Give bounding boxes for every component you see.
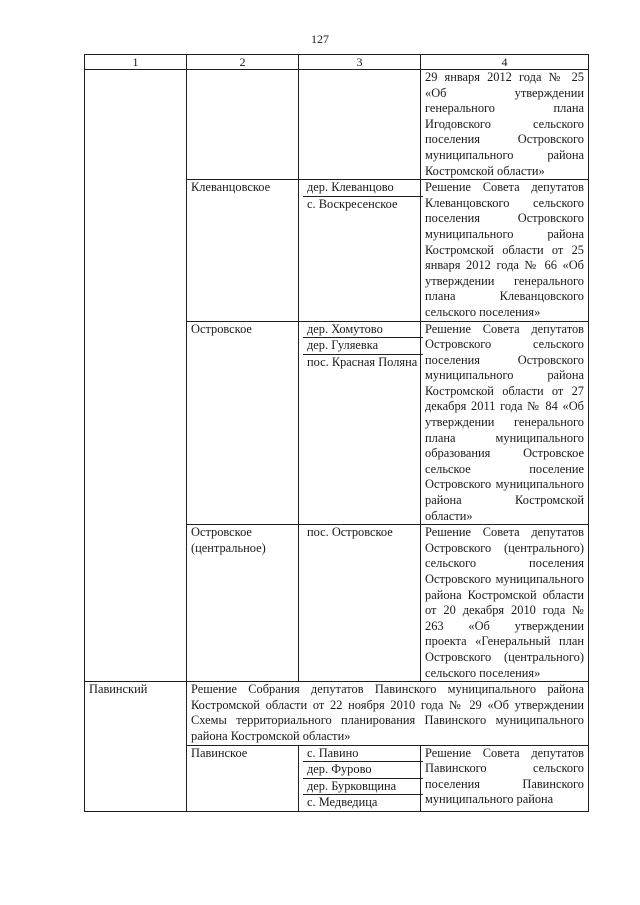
decision-cell: Решение Совета депутатов Павинского сельского поселения Павинского муниципального района bbox=[421, 745, 589, 811]
village-item: дер. Клеванцово bbox=[303, 180, 423, 197]
decision-cell: Решение Совета депутатов Островского (центрального) сельского поселения Островского муниципального района Костромской области от 20 декабря 2010 года № 263 «Об утверждении проекта «Генеральный план Островского (центрального) сельского поселения» bbox=[421, 525, 589, 682]
village-item: с. Воскресенское bbox=[307, 196, 398, 211]
settlement-cell: Клеванцовское bbox=[187, 180, 299, 321]
settlement-cell: Павинское bbox=[187, 745, 299, 811]
district-row bbox=[85, 682, 589, 745]
village-item: с. Медведица bbox=[307, 795, 378, 810]
settlement-cell: Островское (центральное) bbox=[187, 525, 299, 682]
villages-cell bbox=[299, 745, 421, 811]
district-cell: Павинский bbox=[85, 682, 187, 812]
decision-cell: 29 января 2012 года № 25 «Об утверждении генерального плана Игодовского сельского поселения Островского муниципального района Костромской области» bbox=[421, 70, 589, 180]
village-item: дер. Хомутово bbox=[303, 322, 423, 339]
decision-cell: Решение Совета депутатов Островского сельского поселения Островского муниципального района Костромской области от 27 декабря 2011 года № 84 «Об утверждении генерального плана муниципального образования Островское сельское поселение Островского муниципального района Костромской области» bbox=[421, 321, 589, 525]
table-row bbox=[85, 70, 589, 180]
settlement-cell bbox=[187, 70, 299, 180]
table-header-row bbox=[85, 55, 589, 70]
district-decision-cell: Решение Собрания депутатов Павинского муниципального района Костромской области от 22 ноября 2010 года № 29 «Об утверждении Схемы территориального планирования Павинского муниципального района Костромской области» bbox=[187, 682, 589, 745]
village-item: дер. Бурковщина bbox=[303, 779, 423, 796]
village-item: пос. Красная Поляна bbox=[307, 354, 418, 369]
villages-cell bbox=[299, 70, 421, 180]
decision-cell: Решение Совета депутатов Клеванцовского сельского поселения Островского муниципального района Костромской области от 25 января 2012 года № 66 «Об утверждении генерального плана Клеванцовского сельского поселения» bbox=[421, 180, 589, 321]
settlement-cell: Островское bbox=[187, 321, 299, 525]
village-item: дер. Гуляевка bbox=[303, 338, 423, 355]
header-cell: 3 bbox=[299, 55, 421, 70]
village-item: с. Павино bbox=[303, 746, 423, 763]
village-item: пос. Островское bbox=[307, 525, 393, 540]
header-cell: 4 bbox=[421, 55, 589, 70]
village-item: дер. Фурово bbox=[303, 762, 423, 779]
villages-cell bbox=[299, 321, 421, 525]
district-cell bbox=[85, 70, 187, 682]
settlements-table bbox=[84, 54, 589, 812]
header-cell: 1 bbox=[85, 55, 187, 70]
villages-cell bbox=[299, 180, 421, 321]
villages-cell bbox=[299, 525, 421, 682]
header-cell: 2 bbox=[187, 55, 299, 70]
page-number: 127 bbox=[311, 32, 329, 46]
